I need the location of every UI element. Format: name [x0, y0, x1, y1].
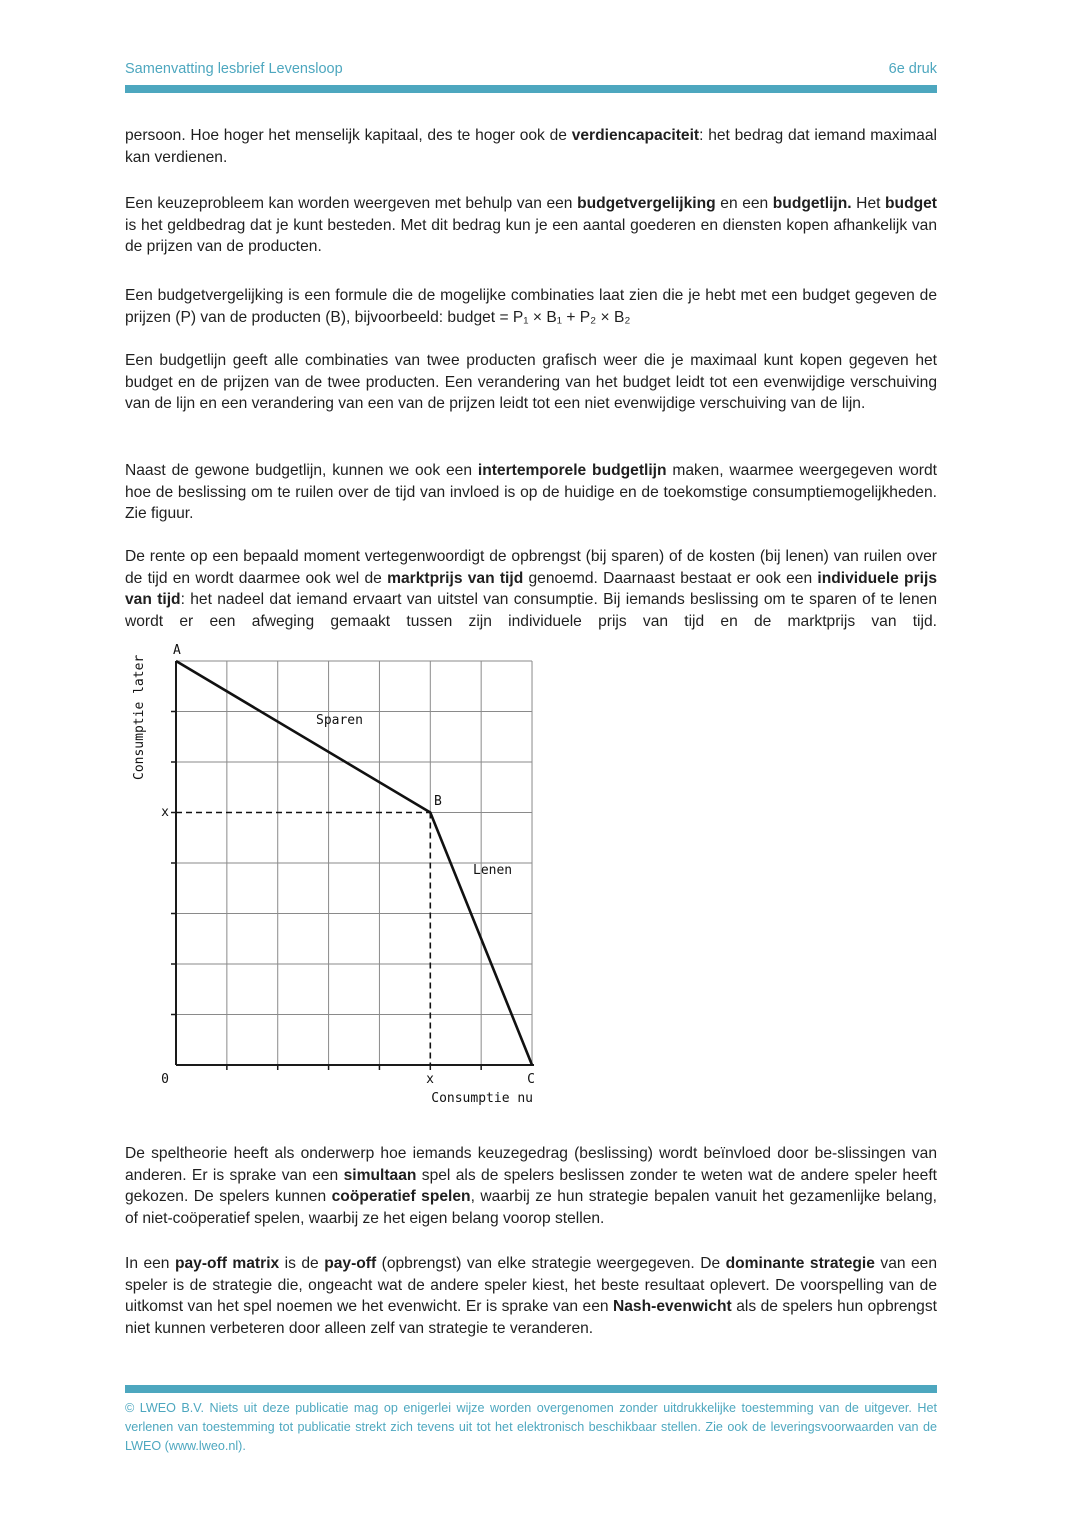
text-run: Een budgetvergelijking is een formule die de mogelijke combinaties laat zien die je hebt met een budget gegeven de prijzen (P) van de producten (B), bijvoorbeeld: budget = P₁ × B₁ + P₂ × B₂	[125, 287, 937, 326]
y-axis-x-marker: x	[161, 805, 169, 820]
paragraph-marktprijs-van-tijd	[125, 546, 937, 632]
point-b-label: B	[434, 794, 442, 809]
bold-term: budgetlijn.	[772, 195, 852, 212]
bold-term: pay-off matrix	[174, 1255, 280, 1272]
text-run: is de	[279, 1255, 325, 1272]
origin-label: 0	[161, 1072, 169, 1087]
bold-term: Nash-evenwicht	[613, 1298, 732, 1315]
text-run: Het	[851, 195, 886, 212]
text-run: De speltheorie heeft als onderwerp hoe iemands keuzegedrag (beslissing) wordt beïnvloed door be-slissingen van anderen. Er is sprake van een	[125, 1145, 937, 1184]
paragraph-verdiencapaciteit	[125, 125, 937, 168]
bold-term: dominante strategie	[725, 1255, 875, 1272]
paragraph-budgetlijn	[125, 350, 937, 415]
header-title: Samenvatting lesbrief Levensloop	[125, 61, 343, 77]
text-run: (opbrengst) van elke strategie weergegeven. De	[376, 1255, 726, 1272]
paragraph-keuzeprobleem	[125, 193, 937, 258]
header-rule	[125, 85, 937, 93]
bold-term: budgetvergelijking	[577, 195, 716, 212]
text-run: Een budgetlijn geeft alle combinaties van twee producten grafisch weer die je maximaal kunt kopen gegeven het budget en de prijzen van de twee producten. Een verandering van het budget leidt tot een evenwijdige verschuiving van de lijn en een verandering van een van de prijzen leidt tot een niet evenwijdige verschuiving van de lijn.	[125, 352, 937, 412]
budget-line-chart	[110, 640, 570, 1110]
footer-copyright: © LWEO B.V. Niets uit deze publicatie mag op enigerlei wijze worden overgenomen zonder uitdrukkelijke toestemming van de uitgever. Het verlenen van toestemming tot publicatie strekt zich tevens uit tot het elektronisch beschikbaar stellen. Zie ook de leveringsvoorwaarden van de LWEO (www.lweo.nl).	[125, 1401, 937, 1453]
x-axis-x-marker: x	[426, 1072, 434, 1087]
text-run: genoemd. Daarnaast bestaat er ook een	[523, 569, 818, 587]
bold-term: marktprijs van tijd	[387, 569, 524, 587]
text-run: van een speler is de strategie die, ongeacht wat de andere speler kiest, het beste resultaat oplevert. De voorspelling van de uitkomst van het spel noemen we het evenwicht. Er is sprake van een	[125, 1255, 938, 1315]
point-a-label: A	[173, 643, 181, 658]
sparen-segment-label: Sparen	[316, 713, 363, 728]
y-axis-title: Consumptie later	[132, 654, 147, 780]
header-edition: 6e druk	[888, 61, 937, 77]
bold-term: budget	[885, 195, 937, 212]
text-run: , waarbij ze hun strategie bepalen vanuit het gezamenlijke belang, of niet-coöperatief spelen, waarbij ze het eigen belang voorop stellen.	[125, 1188, 937, 1227]
paragraph-payoff-matrix	[125, 1253, 937, 1339]
bold-term: intertemporele budgetlijn	[477, 462, 667, 479]
paragraph-budgetvergelijking	[125, 285, 937, 328]
text-run: als de spelers hun opbrengst niet kunnen verbeteren door alleen zelf van strategie te veranderen.	[125, 1298, 937, 1337]
paragraph-speltheorie	[125, 1143, 937, 1229]
text-run: In een	[125, 1255, 175, 1272]
text-run: persoon. Hoe hoger het menselijk kapitaal, des te hoger ook de	[125, 127, 572, 144]
x-axis-title: Consumptie nu	[431, 1091, 533, 1106]
bold-term: individuele prijs van tijd	[125, 569, 937, 608]
text-run: maken, waarmee weergegeven wordt hoe de beslissing om te ruilen over de tijd van invloed is op de huidige en de toekomstige consumptiemogelijkheden. Zie figuur.	[125, 462, 937, 522]
text-run: De rente op een bepaald moment vertegenwoordigt de opbrengst (bij sparen) of de kosten (bij lenen) van ruilen over de tijd en wordt daarmee ook wel de	[125, 548, 937, 587]
footer-rule	[125, 1385, 937, 1393]
text-run: en een	[715, 195, 773, 212]
text-run: : het nadeel dat iemand ervaart van uitstel van consumptie. Bij iemands beslissing om te sparen of te lenen wordt er een afweging gemaakt tussen zijn individuele prijs van tijd en de marktprijs van tijd.	[125, 591, 938, 630]
text-run: Naast de gewone budgetlijn, kunnen we ook een	[125, 462, 478, 479]
bold-term: simultaan	[343, 1166, 417, 1184]
text-run: spel als de spelers beslissen zonder te weten wat de andere speler heeft gekozen. De spelers kunnen	[125, 1166, 937, 1205]
text-run: : het bedrag dat iemand maximaal kan verdienen.	[125, 127, 937, 166]
bold-term: pay-off	[324, 1255, 377, 1272]
text-run: is het geldbedrag dat je kunt besteden. Met dit bedrag kun je een aantal goederen en diensten kopen afhankelijk van de prijzen van de producten.	[125, 216, 937, 255]
bold-term: verdiencapaciteit	[571, 127, 700, 144]
bold-term: coöperatief spelen	[331, 1188, 471, 1205]
point-c-label: C	[527, 1072, 535, 1087]
paragraph-intertemporele-budgetlijn	[125, 460, 937, 525]
text-run: Een keuzeprobleem kan worden weergeven met behulp van een	[125, 195, 578, 212]
intertemporal-budget-line-figure	[110, 640, 570, 1110]
lenen-segment-label: Lenen	[473, 863, 513, 878]
